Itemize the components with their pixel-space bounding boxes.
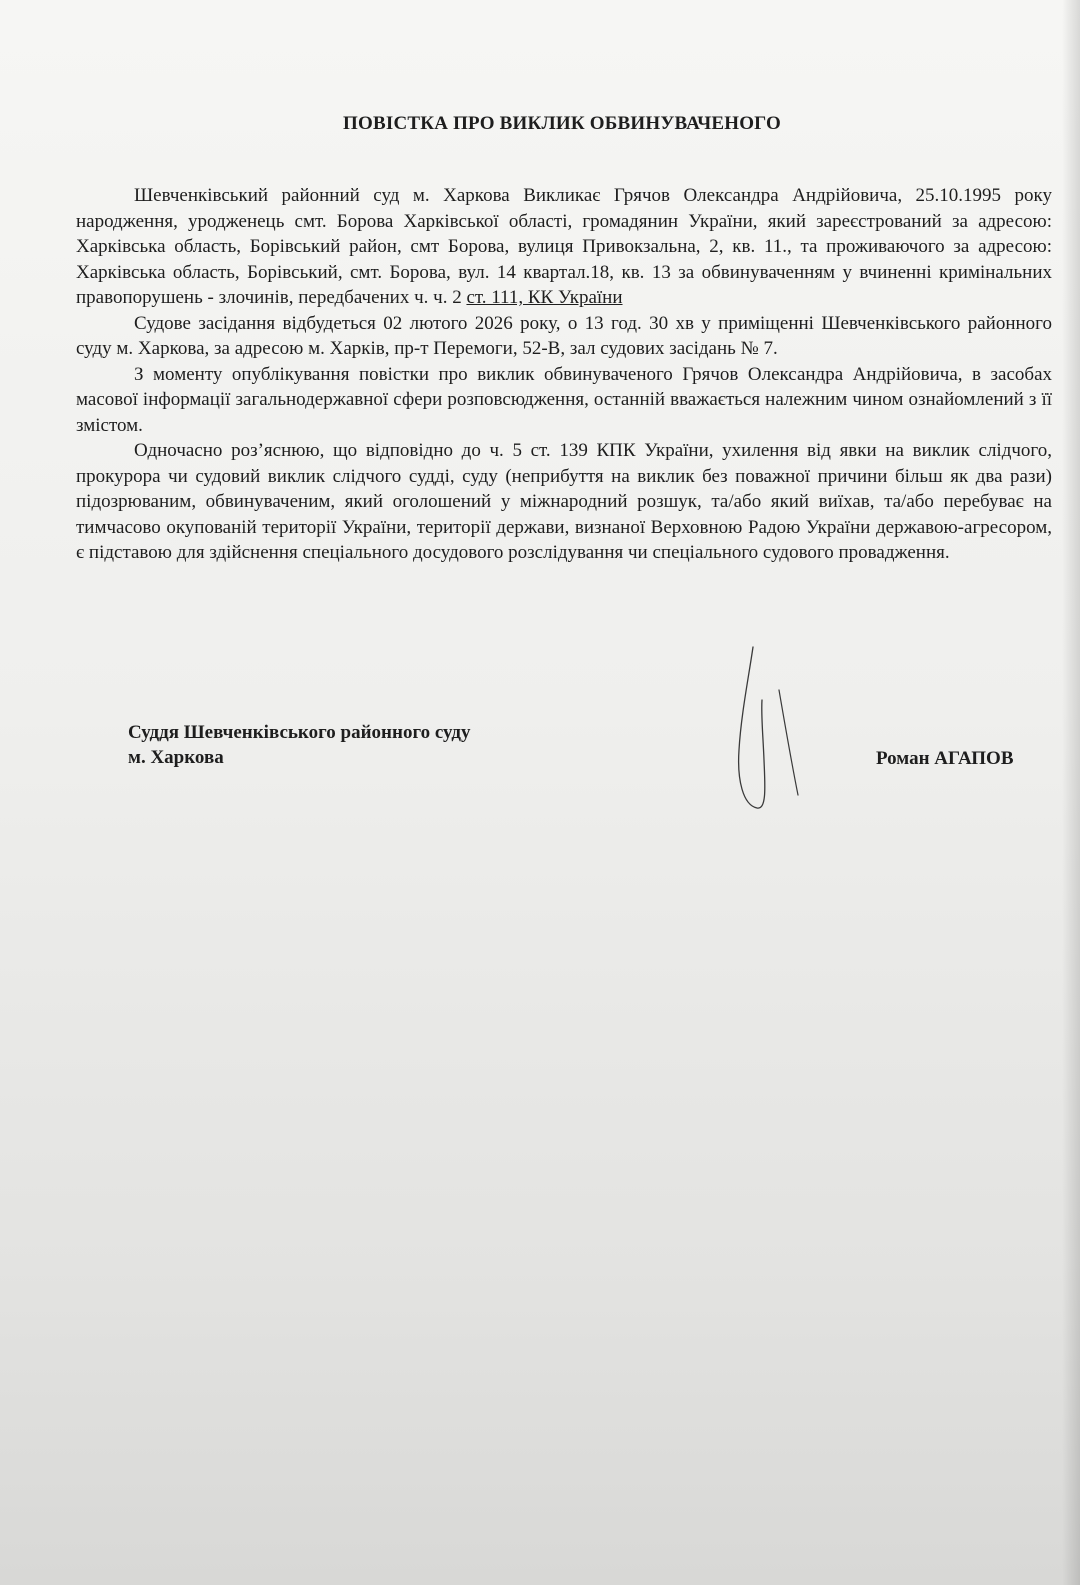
judge-position-line1: Суддя Шевченківського районного суду (128, 722, 471, 743)
judge-position-line2: м. Харкова (128, 747, 224, 768)
judge-name: Роман АГАПОВ (876, 748, 1014, 769)
signature-stroke-main (739, 647, 765, 808)
paragraph-summons-text: Шевченківський районний суд м. Харкова Викликає Грячов Олександра Андрійовича, 25.10.1995 року народження, уродженець смт. Борова Харківської області, громадянин України, який зареєстрований за адресою: Харківська область, Борівський район, смт Борова, вулиця Привокзальна, 2, кв. 11., та проживаючого за адресою: Харківська область, Борівський, смт. Борова, вул. 14 квартал.18, кв. 13 за обвинуваченням у вчиненні кримінальних правопорушень - злочинів, передбачених ч. ч. 2 (76, 185, 1052, 308)
paragraph-hearing: Судове засідання відбудеться 02 лютого 2026 року, о 13 год. 30 хв у приміщенні Шевченківського районного суду м. Харкова, за адресою м. Харків, пр-т Перемоги, 52-В, зал судових засідань № 7. (76, 312, 1052, 359)
judge-position (128, 720, 470, 770)
page-edge-shadow (1062, 0, 1080, 1585)
paragraph-summons (76, 183, 1052, 311)
document-body (76, 183, 1052, 566)
paragraph-explanation: Одночасно роз’яснюю, що відповідно до ч. 5 ст. 139 КПК України, ухилення від явки на виклик слідчого, прокурора чи судовий виклик слідчого судді, суду (неприбуття на виклик без поважної причини більш як два рази) підозрюваним, обвинуваченим, який оголошений у міжнародний розшук, та/або який виїхав, та/або перебуває на тимчасово окупованій території України, території держави, визнаної Верховною Радою України державою-агресором, є підставою для здійснення спеціального досудового розслідування чи спеціального судового провадження. (76, 440, 1052, 563)
paragraph-publication: З моменту опублікування повістки про виклик обвинуваченого Грячов Олександра Андрійовича, в засобах масової інформації загальнодержавної сфери розповсюдження, останній вважається належним чином ознайомлений з її змістом. (76, 363, 1052, 436)
handwritten-signature (735, 645, 815, 820)
signature-stroke-second (779, 690, 798, 795)
document-title: ПОВІСТКА ПРО ВИКЛИК ОБВИНУВАЧЕНОГО (343, 113, 781, 134)
criminal-code-reference: ст. 111, КК України (466, 287, 623, 308)
